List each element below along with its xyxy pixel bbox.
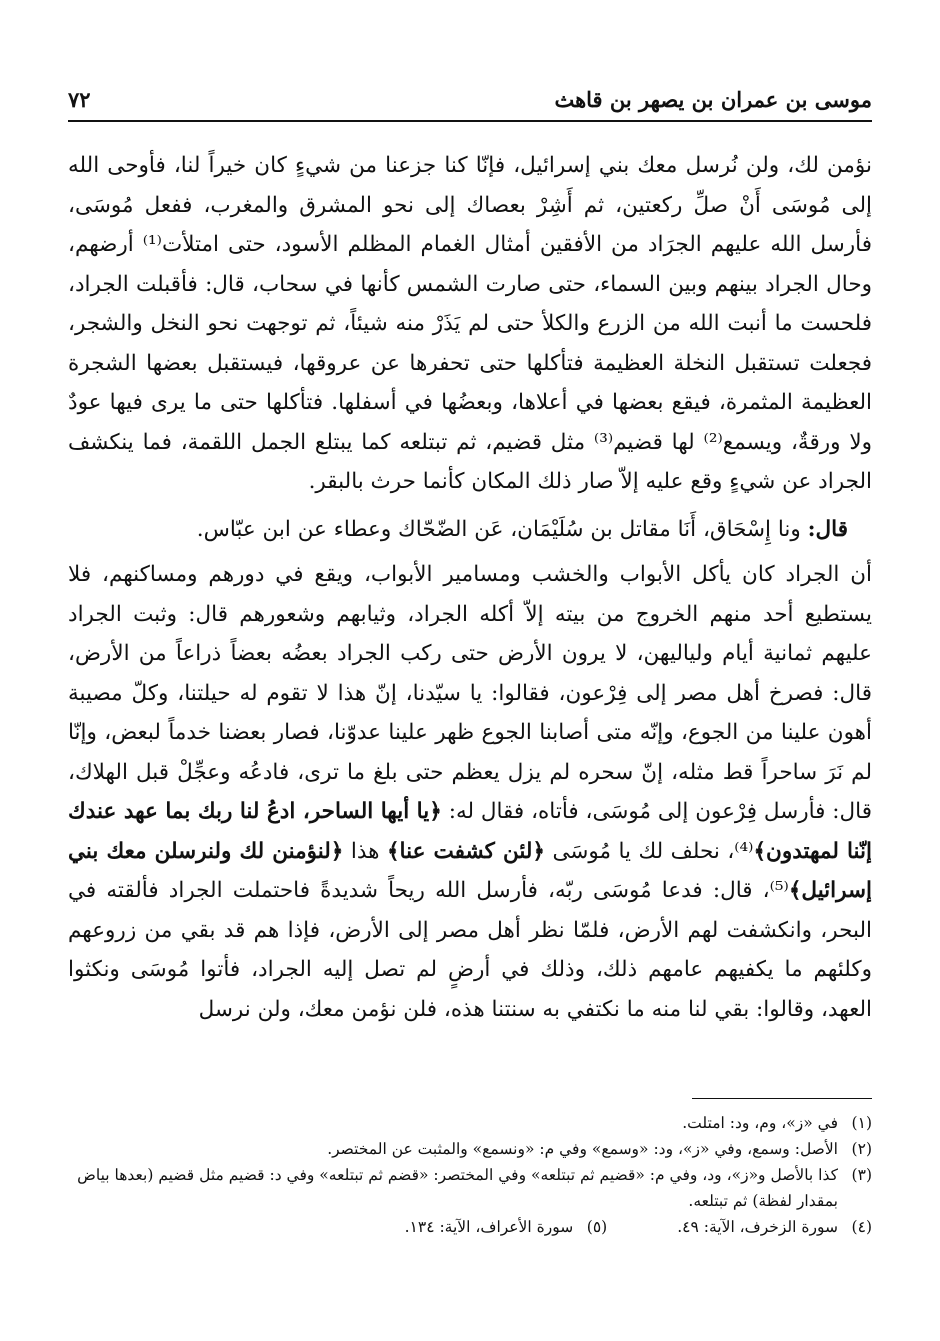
isnad-label: قال: — [807, 516, 848, 542]
paragraph-3 — [68, 555, 872, 1029]
footnote-1 — [68, 1110, 872, 1136]
paragraph-3-part-d: ⁽⁵⁾، قال: فدعا مُوسَى ربّه، فأرسل الله ريحاً شديدةً فاحتملت الجراد فألقته في البحر، وانكشفت لهم الأرض، فلمّا نظر أهل مصر إلى الأرض، فإذا هم قد بقي من زروعهم وكلئهم ما يكفيهم عامهم ذلك، وذلك في أرضٍ لم تصل إليه الجراد، فأتوا مُوسَى ونكثوا العهد، وقالوا: بقي لنا منه ما نكتفي به سنتنا هذه، فلن نؤمن معك، ولن نرسل — [68, 878, 872, 1022]
footnotes — [68, 1110, 872, 1240]
footnote-number: (٤) — [851, 1218, 872, 1236]
page-header — [68, 72, 872, 122]
paragraph-3-part-c: هذا — [343, 838, 387, 864]
footnote-2 — [68, 1136, 872, 1162]
footnotes-4-5 — [68, 1214, 872, 1240]
footnote-divider — [692, 1098, 872, 1099]
footnote-number: (٥) — [586, 1218, 608, 1236]
quran-quote-2: ﴿لئن كشفت عنا﴾ — [386, 838, 546, 864]
footnote-4 — [677, 1214, 872, 1240]
paragraph-3-part-b: ⁽⁴⁾، نحلف لك يا مُوسَى — [545, 838, 754, 864]
paragraph-3-part-a: أن الجراد كان يأكل الأبواب والخشب ومسامير الأبواب، ويقع في دورهم ومساكنهم، فلا يستطيع أحد منهم الخروج من بيته إلاّ أكله الجراد، وثيابهم وشعورهم قال: وثبت الجراد عليهم ثمانية أيام ولياليهن، لا يرون الأرض حتى ركب الجراد بعضُه بعضاً ذراعاً من الأرض، قال: فصرخ أهل مصر إلى فِرْعون، فقالوا: يا سيّدنا، إنّ هذا لا تقوم له حيلتنا، وكلّ مصيبة أهون علينا من الجوع، وإنّه متى أصابنا الجوع ظهر علينا عدوّنا، فصار بعضنا خدماً لبعض، وإنّا لم نَرَ ساحراً قط مثله، إنّ سحره لم يزل يعظم حتى بلغ ما ترى، فادعُه وعجِّلْ قبل الهلاك، قال: فأرسل فِرْعون إلى مُوسَى، فأتاه، فقال له: — [68, 562, 872, 824]
footnote-number: (٣) — [851, 1166, 872, 1184]
footnote-5 — [405, 1214, 608, 1240]
footnote-text: كذا بالأصل و«ز»، ود، وفي م: «قضيم ثم تبتلعه» وفي المختصر: «قضم ثم تبتلعه» وفي د: قضيم مثل قضيم (بعدها بياض بمقدار لفظة) ثم تبتلعه. — [77, 1166, 838, 1210]
footnote-text: الأصل: وسمع، وفي «ز»، ود: «وسمع» وفي م: «ونسمع» والمثبت عن المختصر. — [327, 1140, 838, 1158]
footnote-text: في «ز»، وم، ود: امتلت. — [682, 1114, 838, 1132]
footnote-number: (٢) — [851, 1140, 872, 1158]
paragraph-2-isnad — [68, 510, 872, 550]
isnad-text: ونا إِسْحَاق، أَنَا مقاتل بن سُلَيْمَان، عَن الضّحّاك وعطاء عن ابن عبّاس. — [196, 516, 808, 542]
quran-quote-1: ﴿يا أيها الساحر، ادعُ لنا ربك بما عهد عندك إنّنا لمهتدون﴾ — [68, 799, 872, 864]
quran-quote-3: ﴿لنؤمنن لك ولنرسلن معك بني إسرائيل﴾ — [68, 838, 872, 903]
main-text — [68, 146, 872, 1029]
paragraph-1: نؤمن لك، ولن نُرسل معك بني إسرائيل، فإنّا كنا جزعنا من شيءٍ كان خيراً لنا، فأوحى الله إلى مُوسَى أَنْ صلِّ ركعتين، ثم أَشِرْ بعصاك إلى نحو المشرق والمغرب، ففعل مُوسَى، فأرسل الله عليهم الجرَاد من الأفقين أمثال الغمام المظلم الأسود، حتى امتلأت⁽¹⁾ أرضهم، وحال الجراد بينهم وبين السماء، حتى صارت الشمس كأنها في سحاب، قال: فأقبلت الجراد، فلحست ما أنبت الله من الزرع والكلأ حتى لم يَذَرْ منه شيئاً، ثم توجهت نحو النخل والشجر، فجعلت تستقبل النخلة العظيمة فتأكلها حتى تحفرها عن عروقها، فيستقبل بعضها الشجرة العظيمة المثمرة، فيقع بعضها في أعلاها، وبعضُها في أسفلها. فتأكلها حتى ما يرى فيها عودٌ ولا ورقةٌ، ويسمع⁽²⁾ لها قضيم⁽³⁾ مثل قضيم، ثم تبتلعه كما يبتلع الجمل اللقمة، فما ينكشف الجراد عن شيءٍ وقع عليه إلاّ صار ذلك المكان كأنما حرث بالبقر. — [68, 153, 872, 494]
footnote-text: سورة الزخرف، الآية: ٤٩. — [677, 1218, 838, 1236]
footnote-number: (١) — [851, 1114, 872, 1132]
footnote-text: سورة الأعراف، الآية: ١٣٤. — [404, 1218, 574, 1236]
running-title: موسى بن عمران بن يصهر بن قاهث — [554, 87, 872, 112]
footnote-3 — [68, 1162, 872, 1214]
page-number: ٧٢ — [68, 87, 91, 112]
